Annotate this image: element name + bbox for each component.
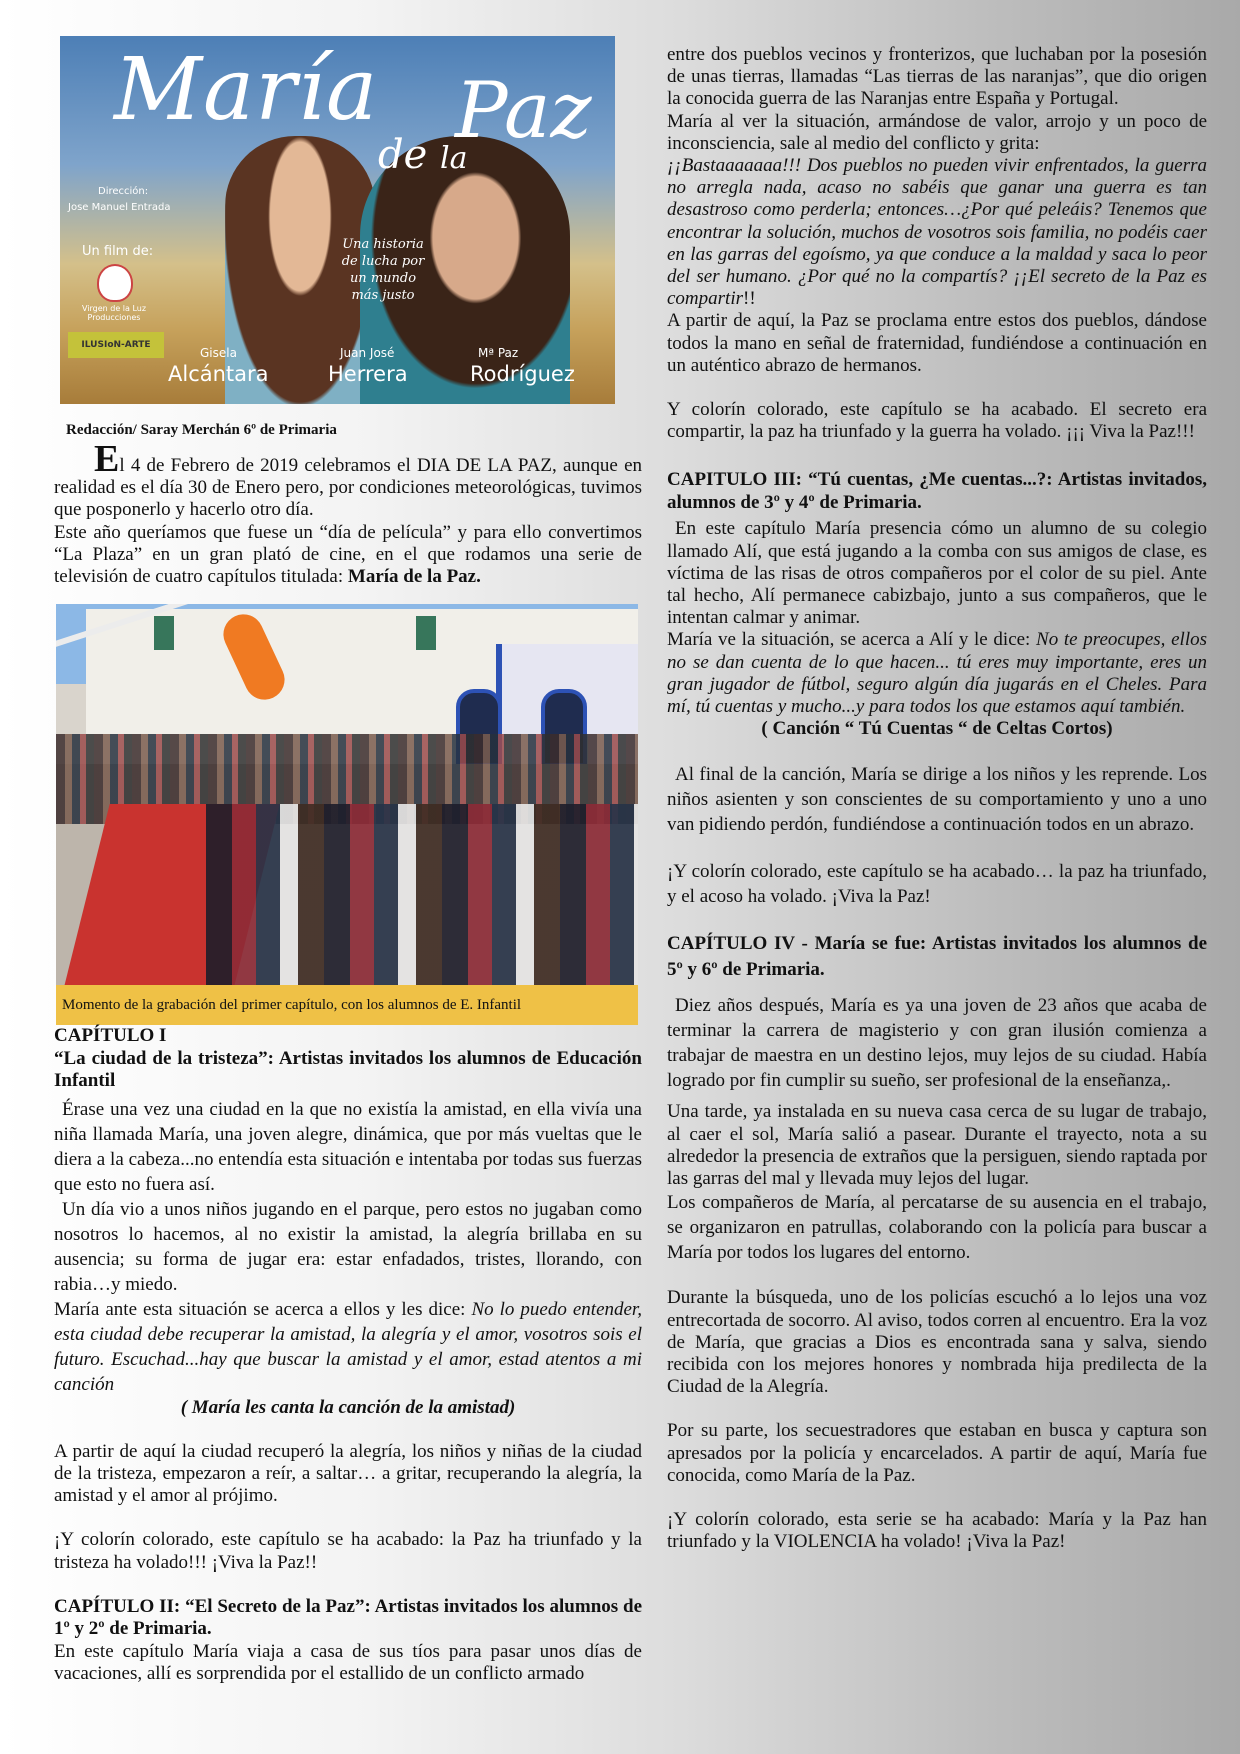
chapter-2-paragraph: María al ver la situación, armándose de valor, arrojo y un poco de inconsciencia, sale al medio del conflicto y grita: (667, 110, 1207, 154)
chapter-1-ending: ¡Y colorín colorado, este capítulo se ha acabado: la Paz ha triunfado y la tristeza ha volado!!! ¡Viva la Paz!! (54, 1529, 642, 1573)
drop-cap: E (94, 438, 120, 480)
photo-caption: Momento de la grabación del primer capítulo, con los alumnos de E. Infantil (56, 985, 638, 1025)
cast-last-name: Alcántara (168, 362, 269, 386)
chapter-2-speech-quote: ¡¡Bastaaaaaaa!!! Dos pueblos no pueden vivir enfrentados, la guerra no arregla nada, acaso no sabéis que ganar una guerra es tan desastroso como perderla; entonces…¿Por qué peleáis? Tenemos que encontrar la solución, muchos de vosotros sois familia, no podéis caer en las garras del egoísmo, ya que conduce a la maldad y saca lo peor del ser humano. ¿Por qué no la compartís? ¡¡El secreto de la Paz es compartir (667, 155, 1207, 310)
chapter-3-speech-intro: María ve la situación, se acerca a Alí y le dice: (667, 629, 1037, 651)
chapter-3-ending: ¡Y colorín colorado, este capítulo se ha acabado… la paz ha triunfado, y el acoso ha volado. ¡Viva la Paz! (667, 861, 1207, 908)
poster-director: Jose Manuel Entrada (68, 202, 171, 213)
cast-first-name: Juan José (340, 346, 395, 360)
chapter-1-paragraph: A partir de aquí la ciudad recuperó la alegría, los niños y niñas de la ciudad de la tristeza, empezaron a reír, a saltar… a gritar, recuperando la alegría, la amistad y el amor al prójimo. (54, 1440, 642, 1507)
chapter-2-title: “El Secreto de la Paz”: Artistas invitados los alumnos de 1º y 2º de Primaria. (54, 1595, 642, 1640)
photo-children (206, 804, 638, 986)
intro-paragraph-2-text: Este año queríamos que fuese un “día de película” y para ello convertimos “La Plaza” en un gran plató de cine, en el que rodamos una serie de televisión de cuatro capítulos titulada: (54, 521, 642, 588)
poster-title-de: de (378, 132, 428, 178)
chapter-1-speech-intro: María ante esta situación se acerca a ellos y les dice: (54, 1298, 472, 1320)
poster-productora: Virgen de la Luz Producciones (81, 304, 147, 322)
chapter-2-speech-end: !! (743, 288, 756, 310)
chapter-2-paragraph: A partir de aquí, la Paz se proclama entre estos dos pueblos, dándose todos la mano en señal de fraternidad, fundiéndose a continuación en un auténtico abrazo de hermanos. (667, 310, 1207, 376)
intro-paragraph-1-text: l 4 de Febrero de 2019 celebramos el DIA DE LA PAZ, aunque en realidad es el día 30 de Enero pero, por condiciones meteorológicas, tuvimos que posponerlo y hacerlo otro día. (54, 455, 642, 521)
school-seal-icon (97, 264, 133, 302)
recording-photo (56, 604, 638, 986)
chapter-1-section (54, 1025, 642, 1685)
byline: Redacción/ Saray Merchán 6º de Primaria (66, 422, 337, 438)
poster-tagline: Una historia de lucha por un mundo más justo (341, 237, 425, 303)
chapter-1-title: “La ciudad de la tristeza”: Artistas invitados los alumnos de Educación Infantil (54, 1047, 642, 1091)
intro-paragraph-2 (54, 522, 642, 589)
poster-title-de-la (378, 132, 467, 178)
chapter-4-paragraph: Diez años después, María es ya una joven de 23 años que acaba de terminar la carrera de magisterio y con gran ilusión comienza a trabajar de maestra en un destino lejos, muy lejos de su ciudad. Había logrado por fin cumplir su sueño, ser profesional de la enseñanza,. (667, 995, 1207, 1092)
chapter-4-title: CAPÍTULO IV - María se fue: Artistas invitados los alumnos de 5º y 6º de Primaria. (667, 933, 1207, 981)
chapter-2-heading (54, 1596, 642, 1641)
photo-window (154, 616, 174, 650)
chapter-3-speech-quote: No te preocupes, ellos no se dan cuenta de lo que hacen... tú eres muy importante, eres un gran jugador de fútbol, seguro algún día jugarás en el Cheles. Para mí, tú cuentas y mucho...y para todos los que estamos aquí también. (667, 629, 1207, 718)
series-title: María de la Paz. (347, 566, 481, 588)
cast-first-name: Gisela (200, 346, 237, 360)
chapter-4-ending: ¡Y colorín colorado, esta serie se ha acabado: María y la Paz han triunfado y la VIOLENCIA ha volado! ¡Viva la Paz! (667, 1508, 1207, 1553)
chapter-2-ending: Y colorín colorado, este capítulo se ha acabado. El secreto era compartir, la paz ha triunfado y la guerra ha volado. ¡¡¡ Viva la Paz!!! (667, 399, 1207, 443)
chapter-2-paragraph-continued: entre dos pueblos vecinos y fronterizos, que luchaban por la posesión de unas tierras, llamadas “Las tierras de las naranjas”, que dio origen la conocida guerra de las Naranjas entre España y Portugal. (667, 44, 1207, 110)
chapter-2-speech (667, 155, 1207, 310)
chapter-3-speech (667, 629, 1207, 718)
chapter-3-title: CAPITULO III: “Tú cuentas, ¿Me cuentas...?: Artistas invitados, alumnos de 3º y 4º de Primaria. (667, 469, 1207, 513)
chapter-4-paragraph: Una tarde, ya instalada en su nueva casa cerca de su lugar de trabajo, al caer el sol, María salió a pasear. Durante el trayecto, nota a su alrededor la presencia de extraños que la persiguen, siendo raptada por las garras del mal y llevada muy lejos del lugar. (667, 1101, 1207, 1190)
ilusion-arte-logo: ILUSIoN-ARTE (68, 332, 164, 358)
photo-window (416, 616, 436, 650)
poster-title-maria: María (114, 40, 379, 140)
chapter-2-paragraph: En este capítulo María viaja a casa de sus tíos para pasar unos días de vacaciones, allí es sorprendida por el estallido de un conflicto armado (54, 1640, 642, 1684)
chapter-1-song: ( María les canta la canción de la amistad) (180, 1396, 516, 1418)
movie-poster (60, 36, 615, 404)
poster-direccion-label: Dirección: (98, 186, 149, 197)
chapter-4-paragraph: Durante la búsqueda, uno de los policías escuchó a lo lejos una voz entrecortada de socorro. Al aviso, todos corren al encuentro. Era la voz de María, que gracias a Dios es encontrada sana y salva, siendo recibida con los mejores honores y nombrada hija predilecta de la Ciudad de la Alegría. (667, 1287, 1207, 1398)
poster-film-de: Un film de: (82, 244, 154, 259)
chapter-2-label: CAPÍTULO II: (54, 1595, 186, 1617)
chapter-1-speech-quote: No lo puedo entender, esta ciudad debe recuperar la amistad, la alegría y el amor, vosotros sois el futuro. Escuchad...hay que buscar la amistad y el amor, estad atentos a mi canción (54, 1298, 642, 1395)
chapter-3-paragraph: En este capítulo María presencia cómo un alumno de su colegio llamado Alí, que está jugando a la comba con sus amigos de clase, es víctima de las risas de otros compañeros por el color de su piel. Ante tal hecho, Alí permanece cabizbajo, junto a sus compañeros, que le intentan calmar y animar. (667, 518, 1207, 629)
chapter-1-speech (54, 1297, 642, 1397)
poster-title-la: la (440, 141, 468, 176)
cast-last-name: Herrera (328, 362, 408, 386)
chapter-4-paragraph: Por su parte, los secuestradores que estaban en busca y captura son apresados por la policía y encarcelados. A partir de aquí, María fue conocida, como María de la Paz. (667, 1420, 1207, 1486)
chapter-3-paragraph: Al final de la canción, María se dirige a los niños y les reprende. Los niños asienten y son conscientes de su comportamiento y uno a uno van pidiendo perdón, fundiéndose a continuación todos en un abrazo. (667, 764, 1207, 836)
intro-section (54, 438, 642, 588)
chapter-1-paragraph: Érase una vez una ciudad en la que no existía la amistad, en ella vivía una niña llamada María, una joven alegre, dinámica, que por más vueltas que le diera a la cabeza...no entendía esta situación e intentaba por todas sus fuerzas que esto no fuera así. (54, 1098, 642, 1195)
right-column (667, 44, 1207, 1553)
chapter-1-paragraph: Un día vio a unos niños jugando en el parque, pero estos no jugaban como nosotros lo hacemos, al no existir la amistad, la alegría brillaba en su ausencia; su forma de jugar era: estar enfadados, tristes, llorando, con rabia…y miedo. (54, 1198, 642, 1295)
chapter-3-song: ( Canción “ Tú Cuentas “ de Celtas Cortos) (761, 718, 1113, 740)
intro-paragraph-1 (54, 438, 642, 522)
chapter-1-label: CAPÍTULO I (54, 1025, 167, 1046)
cast-last-name: Rodríguez (470, 362, 575, 386)
cast-first-name: Mª Paz (478, 346, 519, 360)
chapter-4-paragraph: Los compañeros de María, al percatarse de su ausencia en el trabajo, se organizaron en patrullas, colaborando con la policía para buscar a María por todos los lugares del entorno. (667, 1192, 1207, 1264)
poster-title-paz: Paz (455, 66, 592, 156)
